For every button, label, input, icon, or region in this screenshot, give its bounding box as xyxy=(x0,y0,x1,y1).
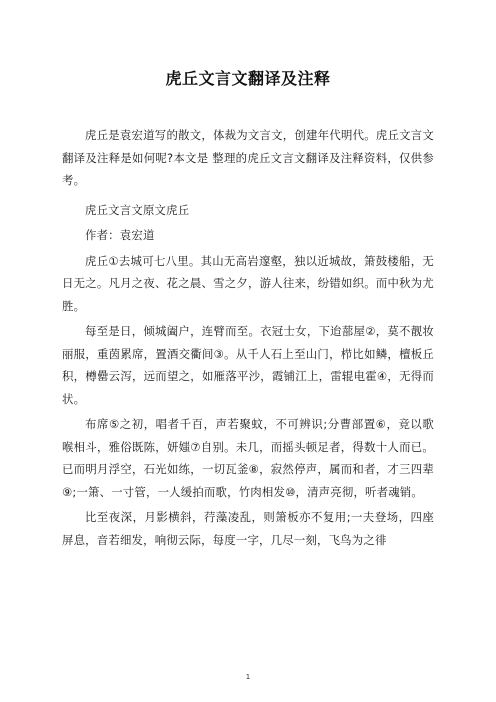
page-number: 1 xyxy=(245,673,251,681)
document-body xyxy=(62,124,434,551)
body-paragraph-3: 布席⑤之初，唱者千百，声若聚蚊，不可辨识;分曹部置⑥，竞以歌喉相斗，雅俗既陈，妍媸⑦自别。未几，而摇头顿足者，得数十人而已。已而明月浮空，石光如练，一切瓦釜⑧，寂然停声，属而和者，才三四辈⑨;一箫、一寸管，一人缓拍而歌，竹肉相发⑩，清声亮彻，听者魂销。 xyxy=(62,417,434,499)
original-text-heading: 虎丘文言文原文虎丘 xyxy=(85,202,190,217)
body-paragraph-2: 每至是日，倾城阖户，连臂而至。衣冠士女，下迨蔀屋②，莫不靓妆丽服，重茵累席，置酒交衢间③。从千人石上至山门，栉比如鳞，檀板丘积，樽罍云泻，远而望之，如雁落平沙，霞铺江上，雷辊电霍④，无得而状。 xyxy=(62,324,434,406)
author-line: 作者：袁宏道 xyxy=(85,228,155,242)
intro-paragraph: 虎丘是袁宏道写的散文，体裁为文言文，创建年代明代。虎丘文言文翻译及注释是如何呢?本文是 整理的虎丘文言文翻译及注释资料，仅供参考。 xyxy=(62,128,434,187)
document-title: 虎丘文言文翻译及注释 xyxy=(165,69,331,88)
body-paragraph-1: 虎丘①去城可七八里。其山无高岩邃壑，独以近城故，箫鼓楼船，无日无之。凡月之夜、花之晨、雪之夕，游人往来，纷错如织。而中秋为尤胜。 xyxy=(62,253,434,313)
body-paragraph-4: 比至夜深，月影横斜，荇藻凌乱，则箫板亦不复用;一夫登场，四座屏息，音若细发，响彻云际，每度一字，几尽一刻，飞鸟为之徘 xyxy=(62,510,434,547)
